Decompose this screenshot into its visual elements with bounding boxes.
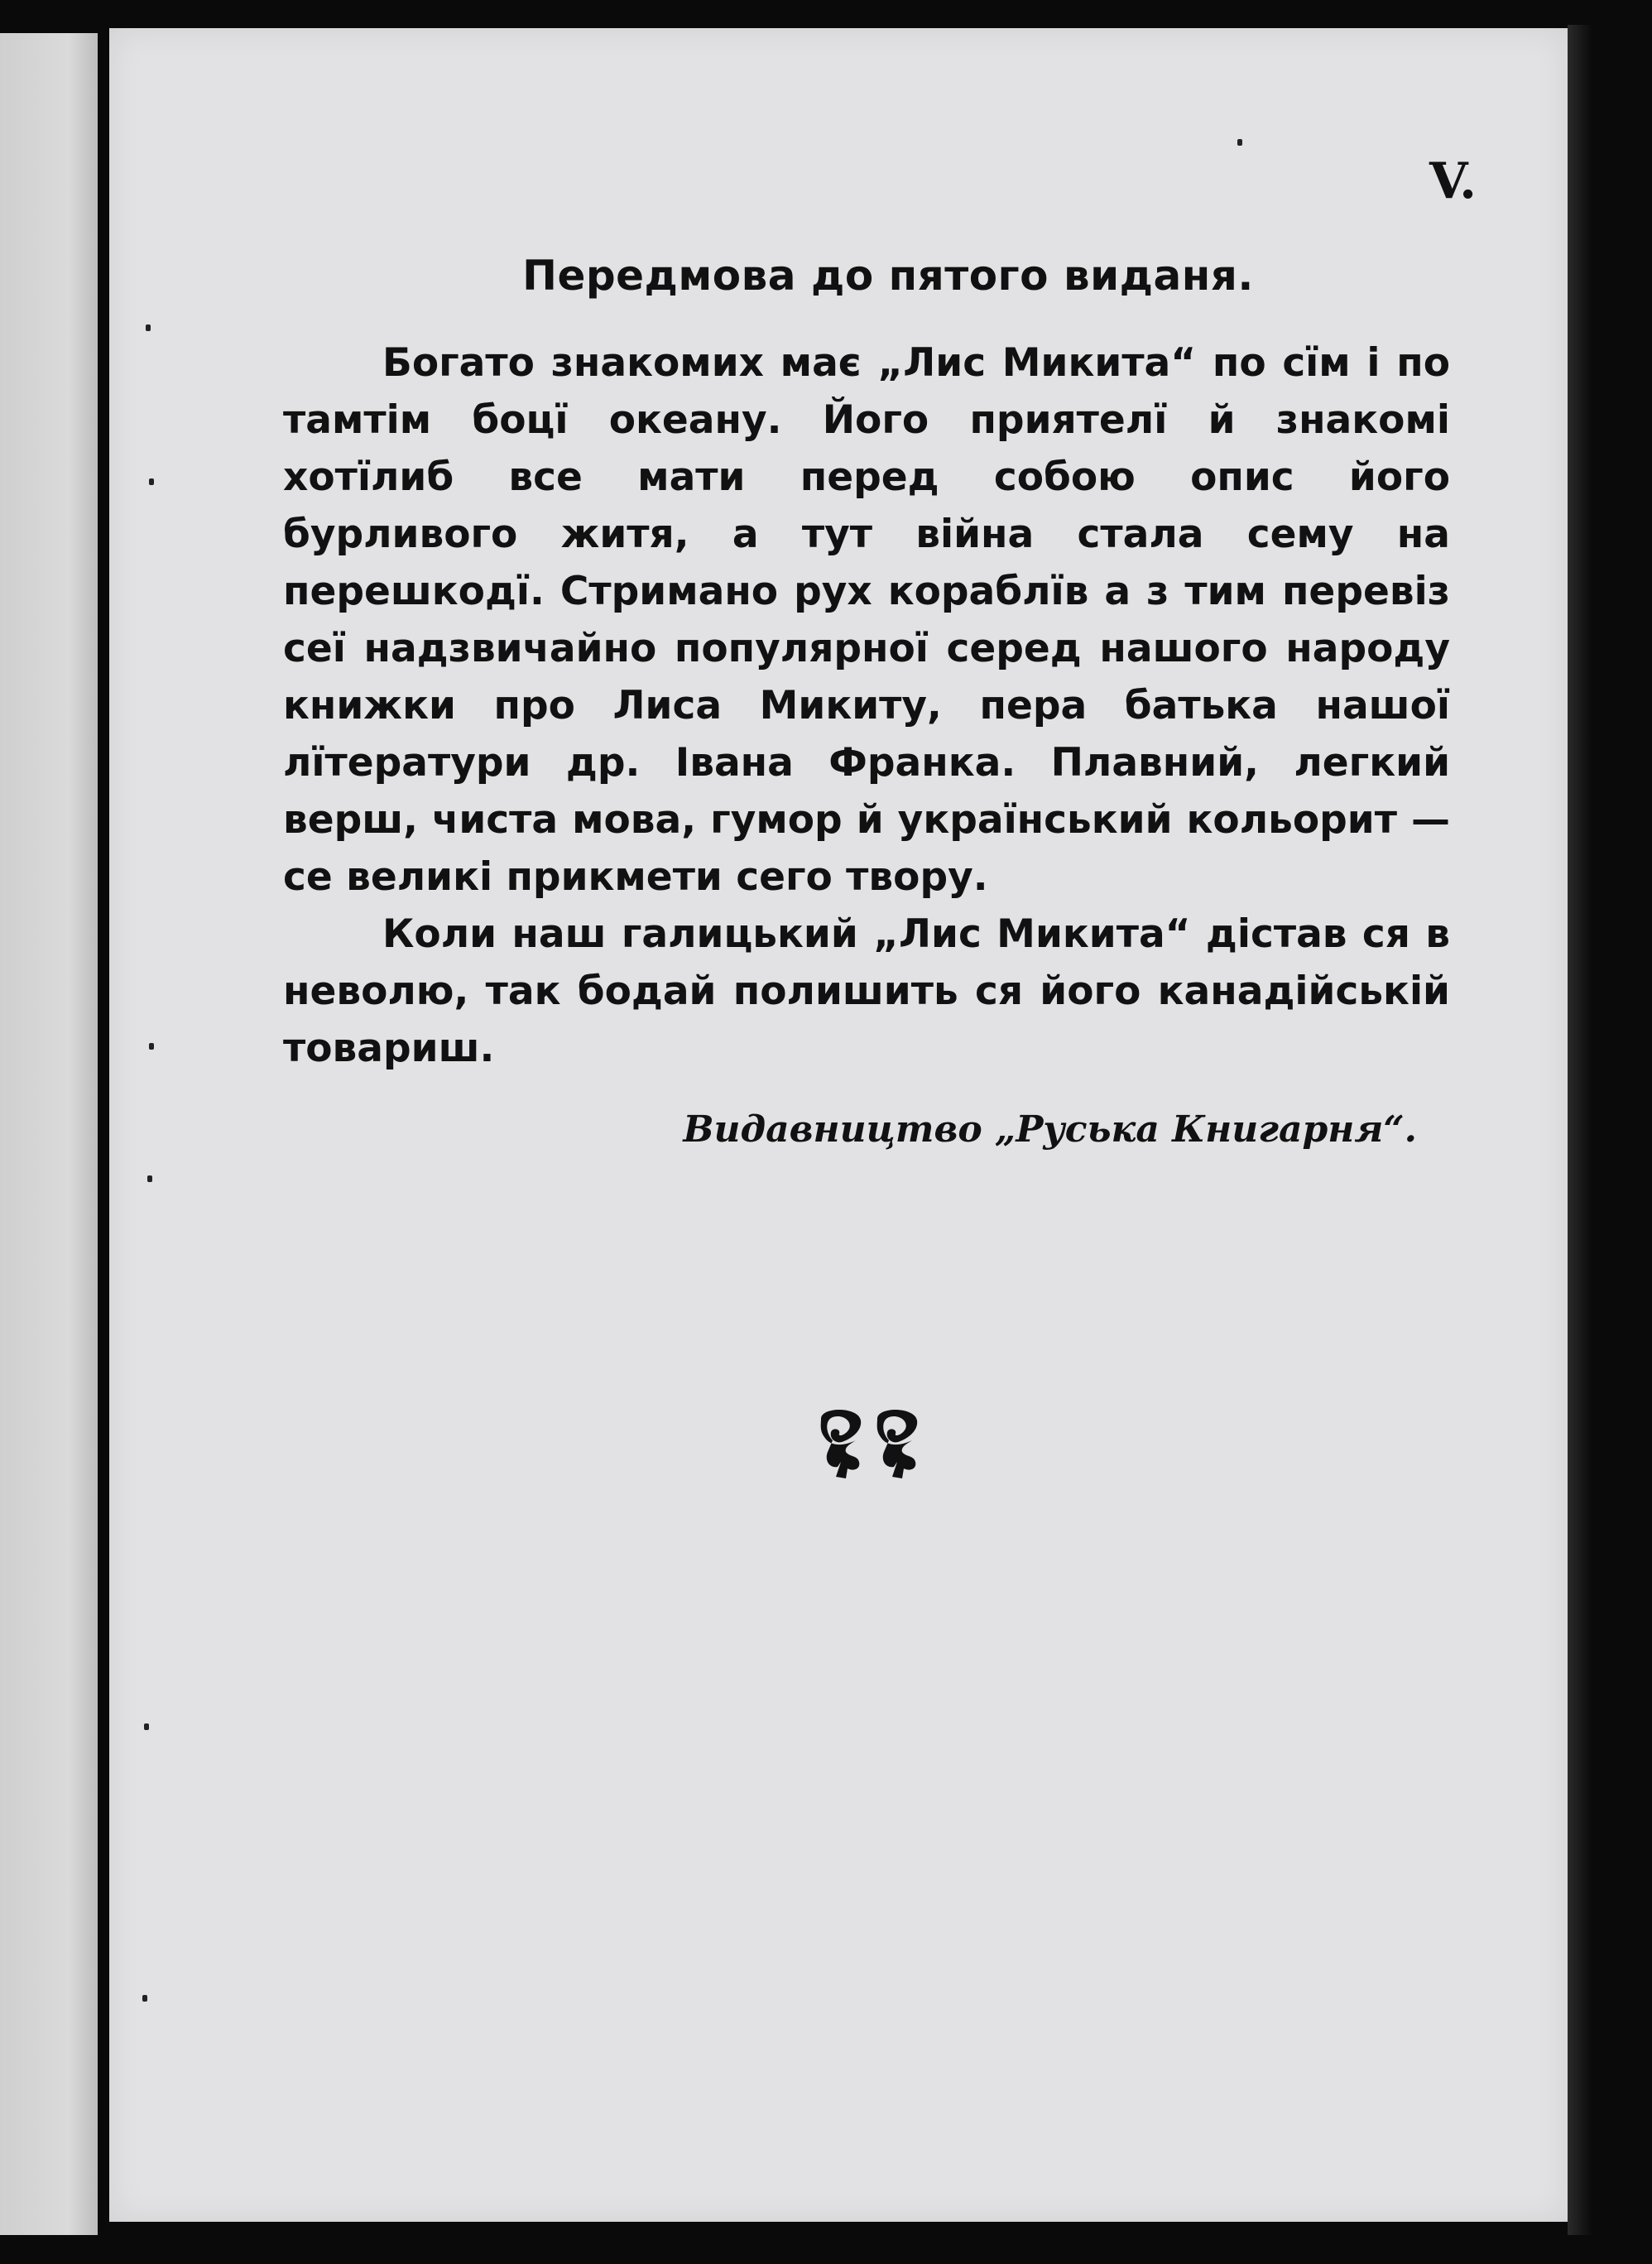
floral-ornament-icon [813, 1402, 929, 1493]
page-right-edge [1568, 25, 1592, 2235]
margin-speck [147, 1175, 152, 1182]
preface-body [283, 334, 1450, 1077]
margin-speck [149, 1043, 154, 1050]
margin-speck [1237, 139, 1242, 146]
preface-paragraph: Коли наш галицький „Лис Микита“ дістав ся в неволю, так бодай полишить ся його канадійській товариш. [283, 911, 1450, 1071]
margin-speck [142, 1995, 147, 2002]
margin-speck [146, 324, 151, 331]
margin-speck [149, 478, 154, 485]
page-number: V. [1429, 152, 1477, 210]
book-page [109, 28, 1568, 2222]
previous-page-edge [0, 33, 98, 2235]
book-gutter [99, 25, 108, 2243]
margin-speck [144, 1723, 149, 1730]
preface-paragraph: Богато знакомих має „Лис Микита“ по сїм і по тамтім боцї океану. Його приятелї й знакомі хотїлиб все мати перед собою опис його бурливого житя, а тут війна стала сему на перешкодї. Стримано рух кораблїв а з тим перевіз сеї надзвичайно популярної серед нашого народу книжки про Лиса Микиту, пера батька нашої лїтератури др. Івана Франка. Плавний, легкий верш, чиста мова, гумор й український кольорит — се великі прикмети сего твору. [283, 340, 1450, 900]
page-title: Передмова до пятого виданя. [522, 252, 1254, 300]
publisher-signature: Видавництво „Руська Книгарня“. [683, 1108, 1417, 1151]
